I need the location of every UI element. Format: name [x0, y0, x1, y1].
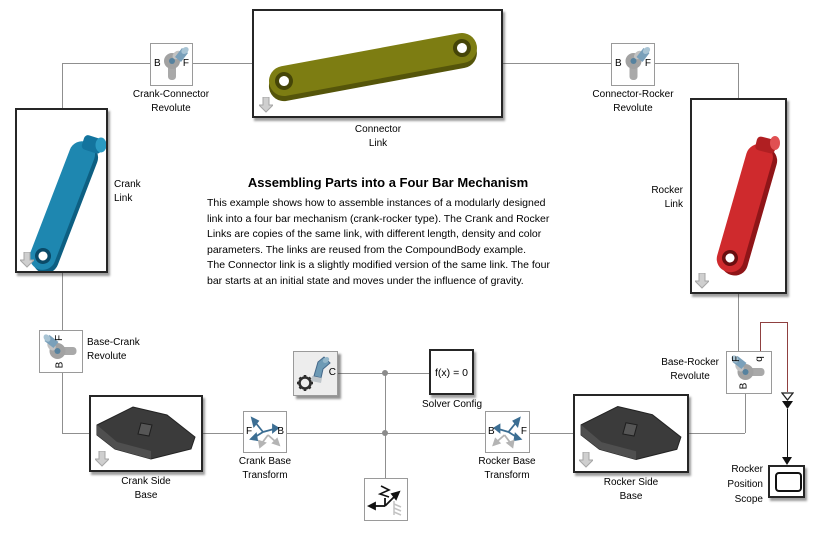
label-rocker-side-base: Rocker Side Base: [603, 477, 659, 502]
connection-line[interactable]: [62, 63, 63, 108]
block-connector-link[interactable]: [252, 9, 503, 118]
block-rocker-position-scope[interactable]: [768, 465, 805, 498]
connection-line[interactable]: [738, 63, 739, 98]
block-base-crank-revolute[interactable]: [39, 330, 83, 373]
connection-line[interactable]: [62, 433, 89, 434]
frame-arrow-icon: [259, 97, 273, 113]
port-label-f: F: [182, 58, 189, 69]
label-base-rocker-revolute: Base-Rocker Revolute: [661, 357, 719, 382]
ps-signal-line[interactable]: [760, 322, 761, 351]
connection-line[interactable]: [203, 433, 243, 434]
connection-line[interactable]: [503, 63, 611, 64]
port-label-b: B: [154, 58, 161, 69]
port-label-f: F: [520, 426, 527, 437]
port-label-q: q: [753, 356, 765, 362]
port-label-b: B: [738, 382, 750, 390]
line-junction-dot[interactable]: [382, 430, 388, 436]
annotation-title: Assembling Parts into a Four Bar Mechanism: [247, 175, 529, 190]
connection-line[interactable]: [738, 294, 739, 351]
block-world-frame[interactable]: [364, 478, 408, 521]
label-crank-connector-revolute: Crank-Connector Revolute: [132, 89, 210, 114]
hollow-arrowhead-icon[interactable]: [781, 392, 794, 401]
frame-arrow-icon: [695, 273, 709, 289]
port-label-c: C: [328, 367, 336, 378]
port-label-f: F: [246, 426, 253, 437]
signal-line[interactable]: [787, 409, 788, 458]
port-label-b: B: [488, 426, 495, 437]
connection-line[interactable]: [62, 63, 150, 64]
connection-line[interactable]: [193, 63, 252, 64]
scope-screen-icon: [775, 472, 802, 492]
block-base-rocker-revolute[interactable]: [726, 351, 772, 394]
label-crank-side-base: Crank Side Base: [121, 476, 171, 501]
annotation-description: This example shows how to assemble instances of a modularly designed link into a four bar mechanism (crank-rocker type). The Crank and Rocker Links are copies of the same link, with different length, density and color parameters. The links are reused from the CompoundBody example. The Connector link is a slightly modified version of the same link. The four bar starts at an initial state and moves under the influence of gravity.: [207, 197, 550, 287]
label-rocker-base-transform: Rocker Base Transform: [478, 456, 536, 481]
frame-arrow-icon: [95, 451, 109, 467]
port-label-f: F: [731, 355, 743, 363]
connector-link-3d-icon: [254, 11, 501, 116]
label-base-crank-revolute: Base-Crank Revolute: [87, 337, 140, 362]
solver-config-icon-text: f(x) = 0: [435, 367, 468, 379]
block-crank-side-base[interactable]: [89, 395, 203, 472]
port-label-b: B: [54, 361, 66, 369]
ps-signal-line[interactable]: [787, 322, 788, 392]
block-connector-rocker-revolute[interactable]: [611, 43, 655, 86]
label-rocker-position-scope: Rocker Position Scope: [727, 464, 763, 505]
label-connector-link: Connector Link: [354, 124, 402, 149]
block-crank-base-transform[interactable]: [243, 411, 287, 453]
label-crank-link: Crank Link: [114, 179, 141, 204]
block-rocker-link[interactable]: [690, 98, 787, 294]
connection-line[interactable]: [655, 63, 738, 64]
port-label-b: B: [277, 426, 284, 437]
block-mechanism-configuration[interactable]: [293, 351, 338, 396]
line-junction-dot[interactable]: [382, 370, 388, 376]
port-label-b: B: [615, 58, 622, 69]
signal-arrowhead-icon[interactable]: [782, 457, 792, 465]
connection-line[interactable]: [62, 373, 63, 433]
port-label-f: F: [54, 334, 66, 342]
block-rocker-base-transform[interactable]: [485, 411, 530, 453]
ps-signal-line[interactable]: [760, 322, 788, 323]
connection-line[interactable]: [62, 273, 63, 330]
block-crank-connector-revolute[interactable]: [150, 43, 193, 86]
frame-arrow-icon: [20, 252, 34, 268]
label-connector-rocker-revolute: Connector-Rocker Revolute: [592, 89, 674, 114]
block-crank-link[interactable]: [15, 108, 108, 273]
label-rocker-link: Rocker Link: [651, 185, 683, 210]
rocker-link-3d-icon: [692, 100, 785, 292]
connection-line[interactable]: [385, 373, 386, 478]
connection-line[interactable]: [530, 433, 573, 434]
label-solver-config: Solver Config: [421, 399, 483, 410]
crank-link-3d-icon: [17, 110, 106, 271]
frame-arrow-icon: [579, 452, 593, 468]
connection-line[interactable]: [745, 394, 746, 433]
world-frame-icon: [365, 479, 407, 520]
port-label-f: F: [644, 58, 651, 69]
block-solver-config[interactable]: [429, 349, 474, 395]
block-rocker-side-base[interactable]: [573, 394, 689, 473]
label-crank-base-transform: Crank Base Transform: [238, 456, 292, 481]
connection-line[interactable]: [689, 433, 745, 434]
